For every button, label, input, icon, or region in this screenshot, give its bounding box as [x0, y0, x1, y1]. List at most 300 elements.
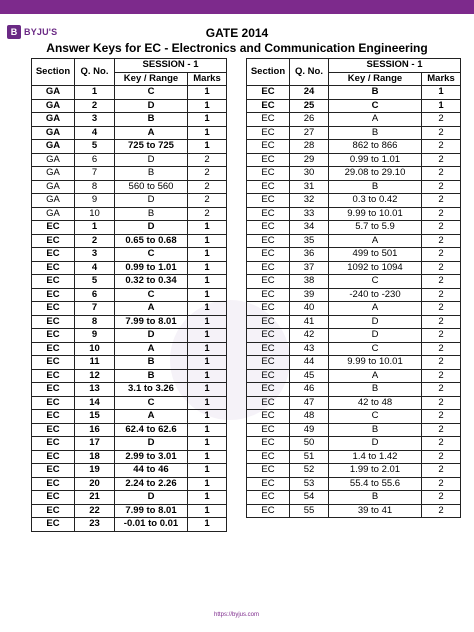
cell-qno: 30	[290, 167, 329, 181]
cell-section: EC	[32, 491, 75, 505]
cell-section: EC	[247, 477, 290, 491]
table-row	[32, 234, 227, 248]
cell-marks: 1	[188, 261, 227, 275]
table-row	[247, 113, 461, 127]
cell-section: EC	[247, 180, 290, 194]
cell-key: 0.32 to 0.34	[115, 275, 188, 289]
cell-section: EC	[247, 275, 290, 289]
table-row	[32, 99, 227, 113]
cell-marks: 2	[422, 207, 461, 221]
cell-marks: 1	[188, 437, 227, 451]
cell-section: GA	[32, 99, 75, 113]
cell-key: 2.99 to 3.01	[115, 450, 188, 464]
cell-qno: 52	[290, 464, 329, 478]
table-row	[247, 99, 461, 113]
table-row	[247, 180, 461, 194]
cell-qno: 27	[290, 126, 329, 140]
table-row	[247, 167, 461, 181]
cell-marks: 2	[422, 329, 461, 343]
cell-key: D	[115, 329, 188, 343]
cell-qno: 54	[290, 491, 329, 505]
cell-marks: 1	[188, 126, 227, 140]
cell-qno: 38	[290, 275, 329, 289]
cell-key: B	[115, 113, 188, 127]
cell-marks: 1	[188, 302, 227, 316]
table-row	[32, 342, 227, 356]
table-row	[247, 356, 461, 370]
cell-qno: 32	[290, 194, 329, 208]
cell-qno: 2	[75, 234, 115, 248]
cell-qno: 25	[290, 99, 329, 113]
cell-key: C	[115, 86, 188, 100]
table-row	[32, 180, 227, 194]
cell-marks: 1	[188, 383, 227, 397]
cell-section: EC	[32, 369, 75, 383]
cell-key: 29.08 to 29.10	[329, 167, 422, 181]
cell-marks: 1	[188, 329, 227, 343]
cell-qno: 23	[75, 518, 115, 532]
cell-marks: 1	[188, 518, 227, 532]
table-row	[32, 302, 227, 316]
cell-key: A	[329, 234, 422, 248]
cell-key: 499 to 501	[329, 248, 422, 262]
cell-section: GA	[32, 167, 75, 181]
cell-key: C	[115, 288, 188, 302]
cell-key: 725 to 725	[115, 140, 188, 154]
cell-marks: 2	[422, 342, 461, 356]
cell-qno: 9	[75, 329, 115, 343]
cell-section: EC	[247, 288, 290, 302]
cell-qno: 41	[290, 315, 329, 329]
cell-qno: 43	[290, 342, 329, 356]
header-qno: Q. No.	[290, 59, 329, 86]
cell-section: EC	[32, 464, 75, 478]
cell-section: EC	[32, 423, 75, 437]
cell-section: EC	[32, 261, 75, 275]
table-row	[247, 302, 461, 316]
cell-key: 44 to 46	[115, 464, 188, 478]
cell-key: B	[329, 491, 422, 505]
table-row	[247, 234, 461, 248]
table-row	[247, 450, 461, 464]
cell-section: EC	[247, 234, 290, 248]
cell-key: C	[329, 99, 422, 113]
table-row	[247, 423, 461, 437]
table-row	[32, 315, 227, 329]
cell-key: B	[329, 383, 422, 397]
cell-qno: 45	[290, 369, 329, 383]
table-row	[32, 383, 227, 397]
cell-key: A	[115, 342, 188, 356]
table-row	[32, 194, 227, 208]
table-row	[32, 261, 227, 275]
cell-key: B	[329, 126, 422, 140]
cell-marks: 2	[422, 423, 461, 437]
table-row	[32, 288, 227, 302]
header-session: SESSION - 1	[115, 59, 227, 73]
cell-key: C	[115, 396, 188, 410]
cell-marks: 1	[188, 140, 227, 154]
cell-qno: 7	[75, 302, 115, 316]
cell-key: D	[329, 329, 422, 343]
cell-section: GA	[32, 180, 75, 194]
cell-key: B	[115, 356, 188, 370]
cell-qno: 19	[75, 464, 115, 478]
cell-qno: 1	[75, 86, 115, 100]
answer-key-table-left	[31, 58, 227, 532]
cell-marks: 2	[422, 369, 461, 383]
cell-qno: 5	[75, 140, 115, 154]
cell-marks: 1	[188, 221, 227, 235]
cell-qno: 49	[290, 423, 329, 437]
table-row	[247, 140, 461, 154]
cell-qno: 10	[75, 342, 115, 356]
cell-qno: 47	[290, 396, 329, 410]
cell-section: EC	[247, 369, 290, 383]
cell-key: 560 to 560	[115, 180, 188, 194]
cell-section: EC	[32, 329, 75, 343]
header-key: Key / Range	[115, 72, 188, 86]
cell-key: B	[329, 423, 422, 437]
cell-qno: 50	[290, 437, 329, 451]
footer-site: https://byjus.com	[214, 612, 260, 618]
table-row	[247, 464, 461, 478]
cell-marks: 1	[188, 99, 227, 113]
cell-marks: 2	[422, 140, 461, 154]
cell-section: EC	[32, 302, 75, 316]
cell-marks: 1	[188, 464, 227, 478]
cell-qno: 48	[290, 410, 329, 424]
cell-marks: 2	[188, 167, 227, 181]
cell-key: 0.99 to 1.01	[115, 261, 188, 275]
cell-marks: 2	[422, 437, 461, 451]
cell-marks: 2	[422, 167, 461, 181]
table-row	[32, 126, 227, 140]
header-section: Section	[247, 59, 290, 86]
cell-section: EC	[247, 464, 290, 478]
cell-qno: 10	[75, 207, 115, 221]
table-row	[247, 288, 461, 302]
top-brand-bar	[0, 0, 474, 14]
cell-section: EC	[32, 383, 75, 397]
cell-section: GA	[32, 86, 75, 100]
cell-marks: 1	[188, 410, 227, 424]
cell-key: -240 to -230	[329, 288, 422, 302]
header-qno: Q. No.	[75, 59, 115, 86]
cell-qno: 4	[75, 126, 115, 140]
table-row	[32, 140, 227, 154]
cell-section: EC	[32, 437, 75, 451]
cell-section: GA	[32, 207, 75, 221]
table-row	[32, 504, 227, 518]
table-row	[247, 261, 461, 275]
cell-key: D	[115, 153, 188, 167]
cell-qno: 5	[75, 275, 115, 289]
cell-key: 55.4 to 55.6	[329, 477, 422, 491]
cell-key: -0.01 to 0.01	[115, 518, 188, 532]
table-row	[247, 477, 461, 491]
table-row	[32, 86, 227, 100]
cell-key: B	[115, 167, 188, 181]
cell-section: EC	[247, 126, 290, 140]
cell-qno: 55	[290, 504, 329, 518]
cell-section: EC	[32, 275, 75, 289]
cell-marks: 2	[422, 356, 461, 370]
cell-qno: 53	[290, 477, 329, 491]
cell-marks: 2	[422, 410, 461, 424]
cell-qno: 51	[290, 450, 329, 464]
cell-qno: 26	[290, 113, 329, 127]
table-row	[32, 329, 227, 343]
cell-qno: 37	[290, 261, 329, 275]
cell-section: EC	[32, 342, 75, 356]
cell-marks: 2	[422, 194, 461, 208]
cell-marks: 2	[188, 153, 227, 167]
cell-section: EC	[247, 140, 290, 154]
cell-qno: 39	[290, 288, 329, 302]
cell-marks: 1	[422, 86, 461, 100]
header-marks: Marks	[188, 72, 227, 86]
cell-key: B	[329, 86, 422, 100]
table-row	[247, 86, 461, 100]
table-row	[247, 194, 461, 208]
cell-marks: 2	[422, 221, 461, 235]
cell-qno: 36	[290, 248, 329, 262]
cell-qno: 17	[75, 437, 115, 451]
table-row	[32, 356, 227, 370]
cell-qno: 22	[75, 504, 115, 518]
cell-qno: 11	[75, 356, 115, 370]
table-row	[32, 437, 227, 451]
cell-qno: 6	[75, 153, 115, 167]
cell-marks: 1	[188, 369, 227, 383]
table-row	[32, 396, 227, 410]
page-title: GATE 2014	[205, 26, 269, 40]
cell-qno: 46	[290, 383, 329, 397]
cell-section: EC	[32, 518, 75, 532]
cell-key: C	[329, 342, 422, 356]
table-row	[32, 464, 227, 478]
table-row	[247, 491, 461, 505]
cell-section: EC	[247, 302, 290, 316]
cell-section: GA	[32, 140, 75, 154]
cell-section: EC	[247, 167, 290, 181]
cell-qno: 20	[75, 477, 115, 491]
cell-key: 0.99 to 1.01	[329, 153, 422, 167]
cell-section: EC	[247, 450, 290, 464]
table-row	[32, 275, 227, 289]
header-marks: Marks	[422, 72, 461, 86]
table-row	[32, 153, 227, 167]
header-key: Key / Range	[329, 72, 422, 86]
cell-key: 7.99 to 8.01	[115, 504, 188, 518]
cell-marks: 1	[188, 315, 227, 329]
table-row	[247, 396, 461, 410]
cell-marks: 2	[422, 491, 461, 505]
cell-section: EC	[32, 356, 75, 370]
cell-key: B	[115, 207, 188, 221]
cell-qno: 24	[290, 86, 329, 100]
page-subtitle: Answer Keys for EC - Electronics and Communication Engineering	[46, 41, 428, 55]
table-row	[32, 477, 227, 491]
cell-section: EC	[247, 383, 290, 397]
header-session: SESSION - 1	[329, 59, 461, 73]
cell-marks: 2	[422, 261, 461, 275]
cell-key: D	[329, 437, 422, 451]
cell-marks: 2	[422, 180, 461, 194]
cell-key: 39 to 41	[329, 504, 422, 518]
cell-marks: 1	[188, 423, 227, 437]
cell-section: EC	[247, 194, 290, 208]
cell-section: EC	[32, 234, 75, 248]
cell-key: D	[329, 315, 422, 329]
cell-key: A	[115, 126, 188, 140]
cell-marks: 2	[422, 450, 461, 464]
cell-key: D	[115, 99, 188, 113]
cell-marks: 1	[188, 450, 227, 464]
cell-section: EC	[247, 153, 290, 167]
cell-qno: 34	[290, 221, 329, 235]
table-row	[247, 153, 461, 167]
cell-section: EC	[32, 450, 75, 464]
cell-key: C	[329, 275, 422, 289]
cell-key: A	[329, 302, 422, 316]
cell-qno: 9	[75, 194, 115, 208]
cell-marks: 1	[188, 248, 227, 262]
table-row	[32, 207, 227, 221]
table-row	[247, 275, 461, 289]
cell-section: EC	[32, 477, 75, 491]
cell-qno: 1	[75, 221, 115, 235]
cell-marks: 2	[422, 383, 461, 397]
cell-section: EC	[247, 342, 290, 356]
cell-marks: 1	[188, 356, 227, 370]
cell-key: C	[115, 248, 188, 262]
cell-section: EC	[32, 315, 75, 329]
cell-marks: 2	[422, 288, 461, 302]
table-row	[32, 423, 227, 437]
cell-section: EC	[247, 504, 290, 518]
cell-marks: 1	[188, 113, 227, 127]
table-row	[32, 491, 227, 505]
cell-key: 42 to 48	[329, 396, 422, 410]
cell-section: GA	[32, 153, 75, 167]
table-row	[32, 113, 227, 127]
cell-key: 3.1 to 3.26	[115, 383, 188, 397]
cell-key: C	[329, 410, 422, 424]
cell-key: 0.65 to 0.68	[115, 234, 188, 248]
cell-section: EC	[32, 221, 75, 235]
cell-qno: 28	[290, 140, 329, 154]
cell-qno: 6	[75, 288, 115, 302]
cell-key: 2.24 to 2.26	[115, 477, 188, 491]
cell-key: 5.7 to 5.9	[329, 221, 422, 235]
cell-qno: 12	[75, 369, 115, 383]
cell-section: GA	[32, 194, 75, 208]
cell-section: EC	[247, 221, 290, 235]
header-section: Section	[32, 59, 75, 86]
table-row	[247, 315, 461, 329]
cell-qno: 3	[75, 248, 115, 262]
cell-key: 9.99 to 10.01	[329, 207, 422, 221]
answer-key-table-right	[246, 58, 461, 518]
cell-section: EC	[247, 86, 290, 100]
cell-qno: 18	[75, 450, 115, 464]
cell-qno: 21	[75, 491, 115, 505]
cell-section: EC	[247, 437, 290, 451]
cell-key: A	[329, 113, 422, 127]
logo-text: BYJU'S	[24, 27, 58, 37]
cell-section: EC	[247, 356, 290, 370]
cell-key: A	[329, 369, 422, 383]
cell-key: A	[115, 410, 188, 424]
cell-marks: 2	[422, 234, 461, 248]
cell-qno: 13	[75, 383, 115, 397]
cell-marks: 1	[422, 99, 461, 113]
cell-marks: 1	[188, 342, 227, 356]
cell-section: GA	[32, 113, 75, 127]
cell-marks: 2	[422, 315, 461, 329]
cell-key: 9.99 to 10.01	[329, 356, 422, 370]
cell-marks: 1	[188, 396, 227, 410]
cell-marks: 2	[422, 477, 461, 491]
table-row	[247, 329, 461, 343]
cell-section: EC	[32, 288, 75, 302]
cell-marks: 2	[188, 207, 227, 221]
cell-marks: 2	[422, 504, 461, 518]
cell-key: 1092 to 1094	[329, 261, 422, 275]
cell-qno: 31	[290, 180, 329, 194]
cell-marks: 1	[188, 491, 227, 505]
cell-section: EC	[247, 113, 290, 127]
cell-marks: 1	[188, 477, 227, 491]
cell-qno: 40	[290, 302, 329, 316]
table-row	[247, 410, 461, 424]
cell-section: EC	[32, 504, 75, 518]
cell-marks: 1	[188, 504, 227, 518]
table-row	[32, 518, 227, 532]
table-row	[32, 450, 227, 464]
table-row	[32, 167, 227, 181]
cell-section: GA	[32, 126, 75, 140]
cell-qno: 8	[75, 315, 115, 329]
cell-key: 0.3 to 0.42	[329, 194, 422, 208]
cell-qno: 8	[75, 180, 115, 194]
cell-key: D	[115, 221, 188, 235]
cell-marks: 1	[188, 234, 227, 248]
cell-marks: 2	[422, 396, 461, 410]
cell-key: 7.99 to 8.01	[115, 315, 188, 329]
cell-section: EC	[32, 410, 75, 424]
table-row	[247, 126, 461, 140]
cell-key: D	[115, 194, 188, 208]
cell-qno: 35	[290, 234, 329, 248]
cell-marks: 2	[422, 275, 461, 289]
cell-marks: 2	[422, 153, 461, 167]
cell-section: EC	[247, 207, 290, 221]
cell-marks: 2	[188, 194, 227, 208]
cell-qno: 16	[75, 423, 115, 437]
cell-marks: 1	[188, 86, 227, 100]
cell-marks: 2	[422, 302, 461, 316]
cell-section: EC	[32, 248, 75, 262]
cell-qno: 14	[75, 396, 115, 410]
table-row	[247, 221, 461, 235]
cell-key: B	[115, 369, 188, 383]
cell-marks: 2	[188, 180, 227, 194]
cell-qno: 15	[75, 410, 115, 424]
cell-section: EC	[247, 396, 290, 410]
